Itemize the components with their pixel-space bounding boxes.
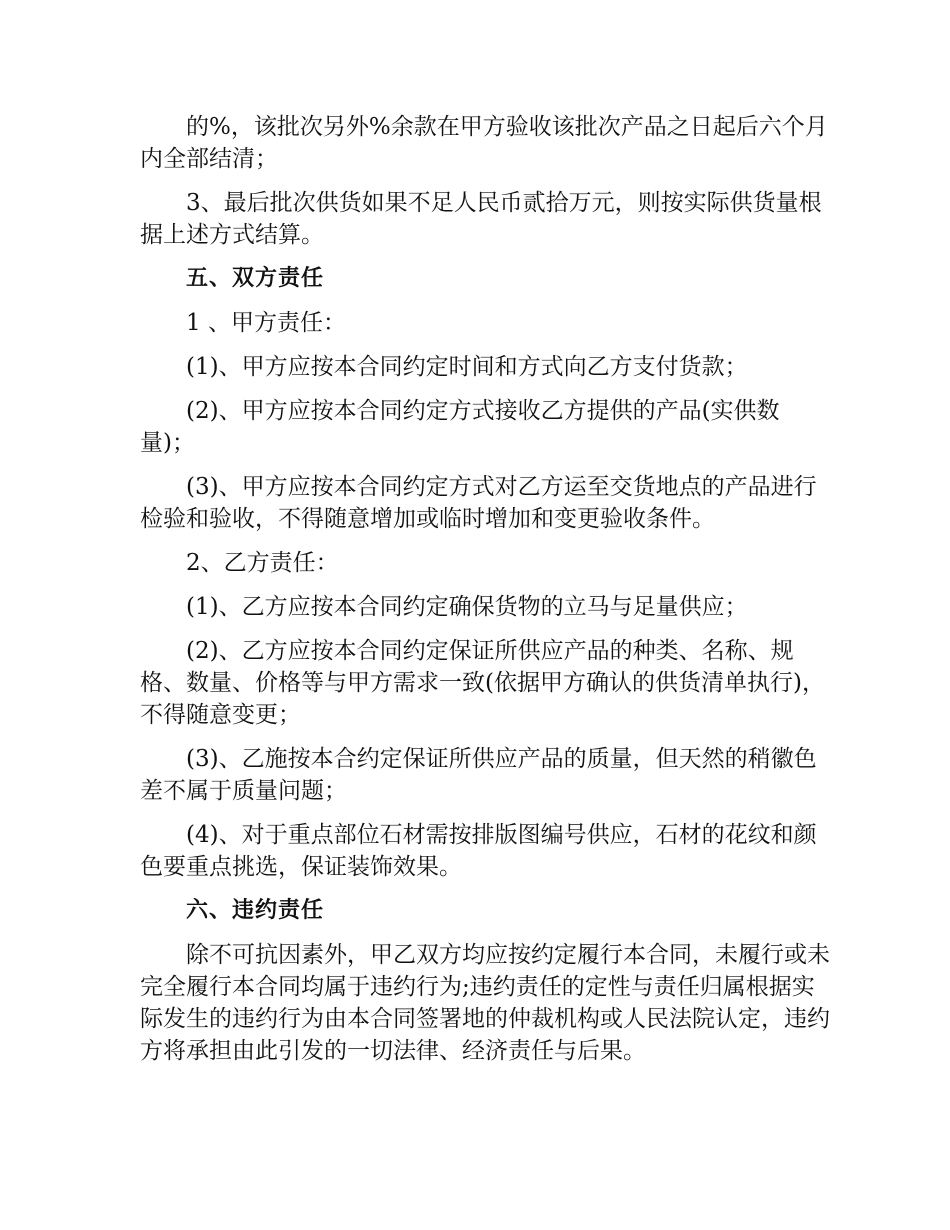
paragraph-payment-balance: 的%，该批次另外%余款在甲方验收该批次产品之日起后六个月内全部结清；	[140, 114, 828, 172]
section-heading-breach-liability: 六、违约责任	[186, 898, 325, 923]
party-a-item-1: (1)、甲方应按本合同约定时间和方式向乙方支付货款；	[186, 354, 748, 380]
paragraph-breach-liability: 除不可抗因素外，甲乙双方均应按约定履行本合同，未履行或未完全履行本合同均属于违约行为;违约责任的定性与责任归属根据实际发生的违约行为由本合同签署地的仲裁机构或人民法院认定，违约方将承担由此引发的一切法律、经济责任与后果。	[140, 942, 830, 1064]
party-b-item-3: (3)、乙施按本合约定保证所供应产品的质量，但天然的稍徽色差不属于质量问题；	[140, 746, 817, 804]
subheading-party-b-responsibilities: 2、乙方责任：	[186, 550, 339, 576]
section-heading-mutual-responsibilities: 五、双方责任	[186, 266, 325, 291]
document-body	[140, 111, 830, 1079]
party-a-item-3: (3)、甲方应按本合同约定方式对乙方运至交货地点的产品进行检验和验收，不得随意增加或临时增加和变更验收条件。	[140, 474, 817, 532]
party-b-item-2: (2)、乙方应按本合同约定保证所供应产品的种类、名称、规格、数量、价格等与甲方需求一致(依据甲方确认的供货清单执行)，不得随意变更；	[140, 638, 825, 728]
party-a-item-2: (2)、甲方应按本合同约定方式接收乙方提供的产品(实供数量)；	[140, 398, 780, 456]
party-b-item-1: (1)、乙方应按本合同约定确保货物的立马与足量供应；	[186, 594, 748, 620]
party-b-item-4: (4)、对于重点部位石材需按排版图编号供应，石材的花纹和颜色要重点挑选，保证装饰效果。	[140, 822, 817, 880]
subheading-party-a-responsibilities: 1 、甲方责任：	[186, 310, 346, 336]
paragraph-final-batch-settlement: 3、最后批次供货如果不足人民币贰拾万元，则按实际供货量根据上述方式结算。	[140, 190, 822, 248]
